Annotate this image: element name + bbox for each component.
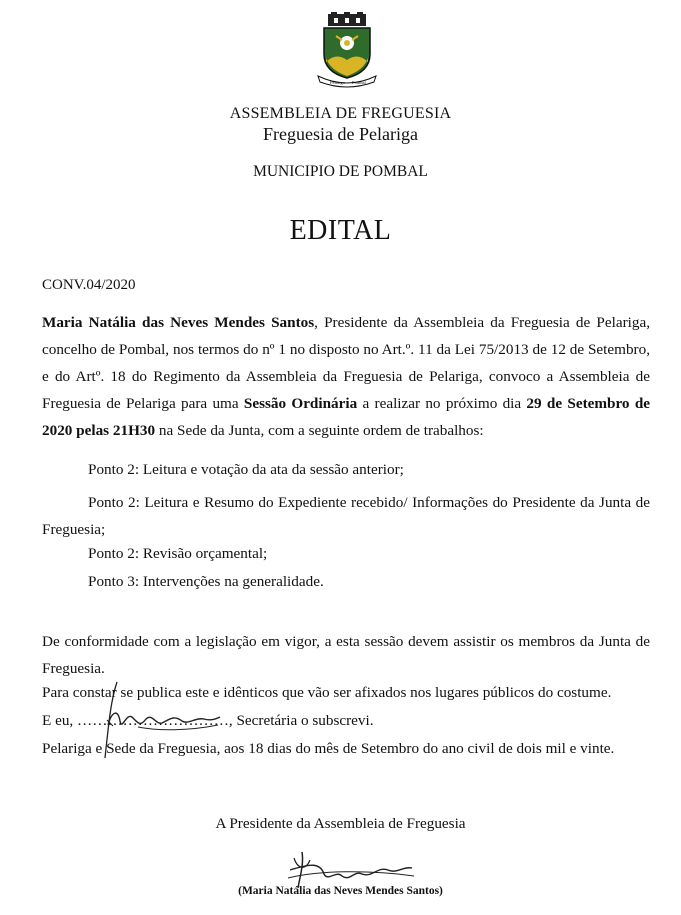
- pen-mark: [95, 680, 125, 760]
- intro-text-1: , Presidente da Assembleia da Freguesia de Pelariga, concelho de Pombal, nos termos do nº 1 no disposto no Art.º. 11 da Lei 75/2013 de 12 de Setembro, e do Artº. 18 do Regimento da Assembleia da Freguesia de Pelariga, convoco a Assembleia de Freguesia de Pelariga para uma: [42, 314, 650, 412]
- assembly-heading: ASSEMBLEIA DE FREGUESIA: [229, 105, 452, 122]
- parish-heading: Freguesia de Pelariga: [263, 124, 418, 144]
- agenda-item: Ponto 3: Intervenções na generalidade.: [88, 573, 324, 590]
- publish-line: Para constar se publica este e idênticos que vão ser afixados nos lugares públicos do costume.: [42, 684, 612, 701]
- signature-title: A Presidente da Assembleia de Freguesia: [215, 815, 466, 832]
- agenda-item: Ponto 2: Revisão orçamental;: [88, 545, 268, 562]
- president-printed-name: (Maria Natália das Neves Mendes Santos): [238, 885, 443, 897]
- page-title: EDITAL: [289, 215, 392, 246]
- agenda-item: Ponto 2: Leitura e votação da ata da sessão anterior;: [88, 461, 404, 478]
- president-name: Maria Natália das Neves Mendes Santos: [42, 314, 315, 331]
- agenda-item: Ponto 2: Leitura e Resumo do Expediente recebido/ Informações do Presidente da Junta de Freguesia;: [42, 494, 650, 538]
- intro-text-3: na Sede da Junta, com a seguinte ordem de trabalhos:: [155, 422, 484, 439]
- session-date: 29 de Setembro de 2020 pelas 21H30: [42, 395, 651, 439]
- municipality-heading: MUNICIPIO DE POMBAL: [253, 163, 428, 180]
- conformity-paragraph: De conformidade com a legislação em vigor, a esta sessão devem assistir os membros da Junta de Freguesia.: [42, 633, 650, 677]
- crest-label-left: Pelariga: [330, 80, 345, 85]
- secretary-prefix: E eu,: [42, 712, 78, 729]
- place-date-line: Pelariga e Sede da Freguesia, aos 18 dias do mês de Setembro do ano civil de dois mil e vinte.: [42, 740, 615, 757]
- secretary-suffix: , Secretária o subscrevi.: [228, 712, 374, 729]
- session-type: Sessão Ordinária: [243, 395, 358, 412]
- intro-text-2: a realizar no próximo dia: [357, 395, 527, 412]
- intro-paragraph: [42, 309, 650, 444]
- coat-of-arms-icon: [314, 12, 380, 88]
- secretary-dots: …………………………: [77, 712, 229, 729]
- reference-number: CONV.04/2020: [42, 277, 136, 293]
- crest-label-right: Pombal: [352, 80, 366, 85]
